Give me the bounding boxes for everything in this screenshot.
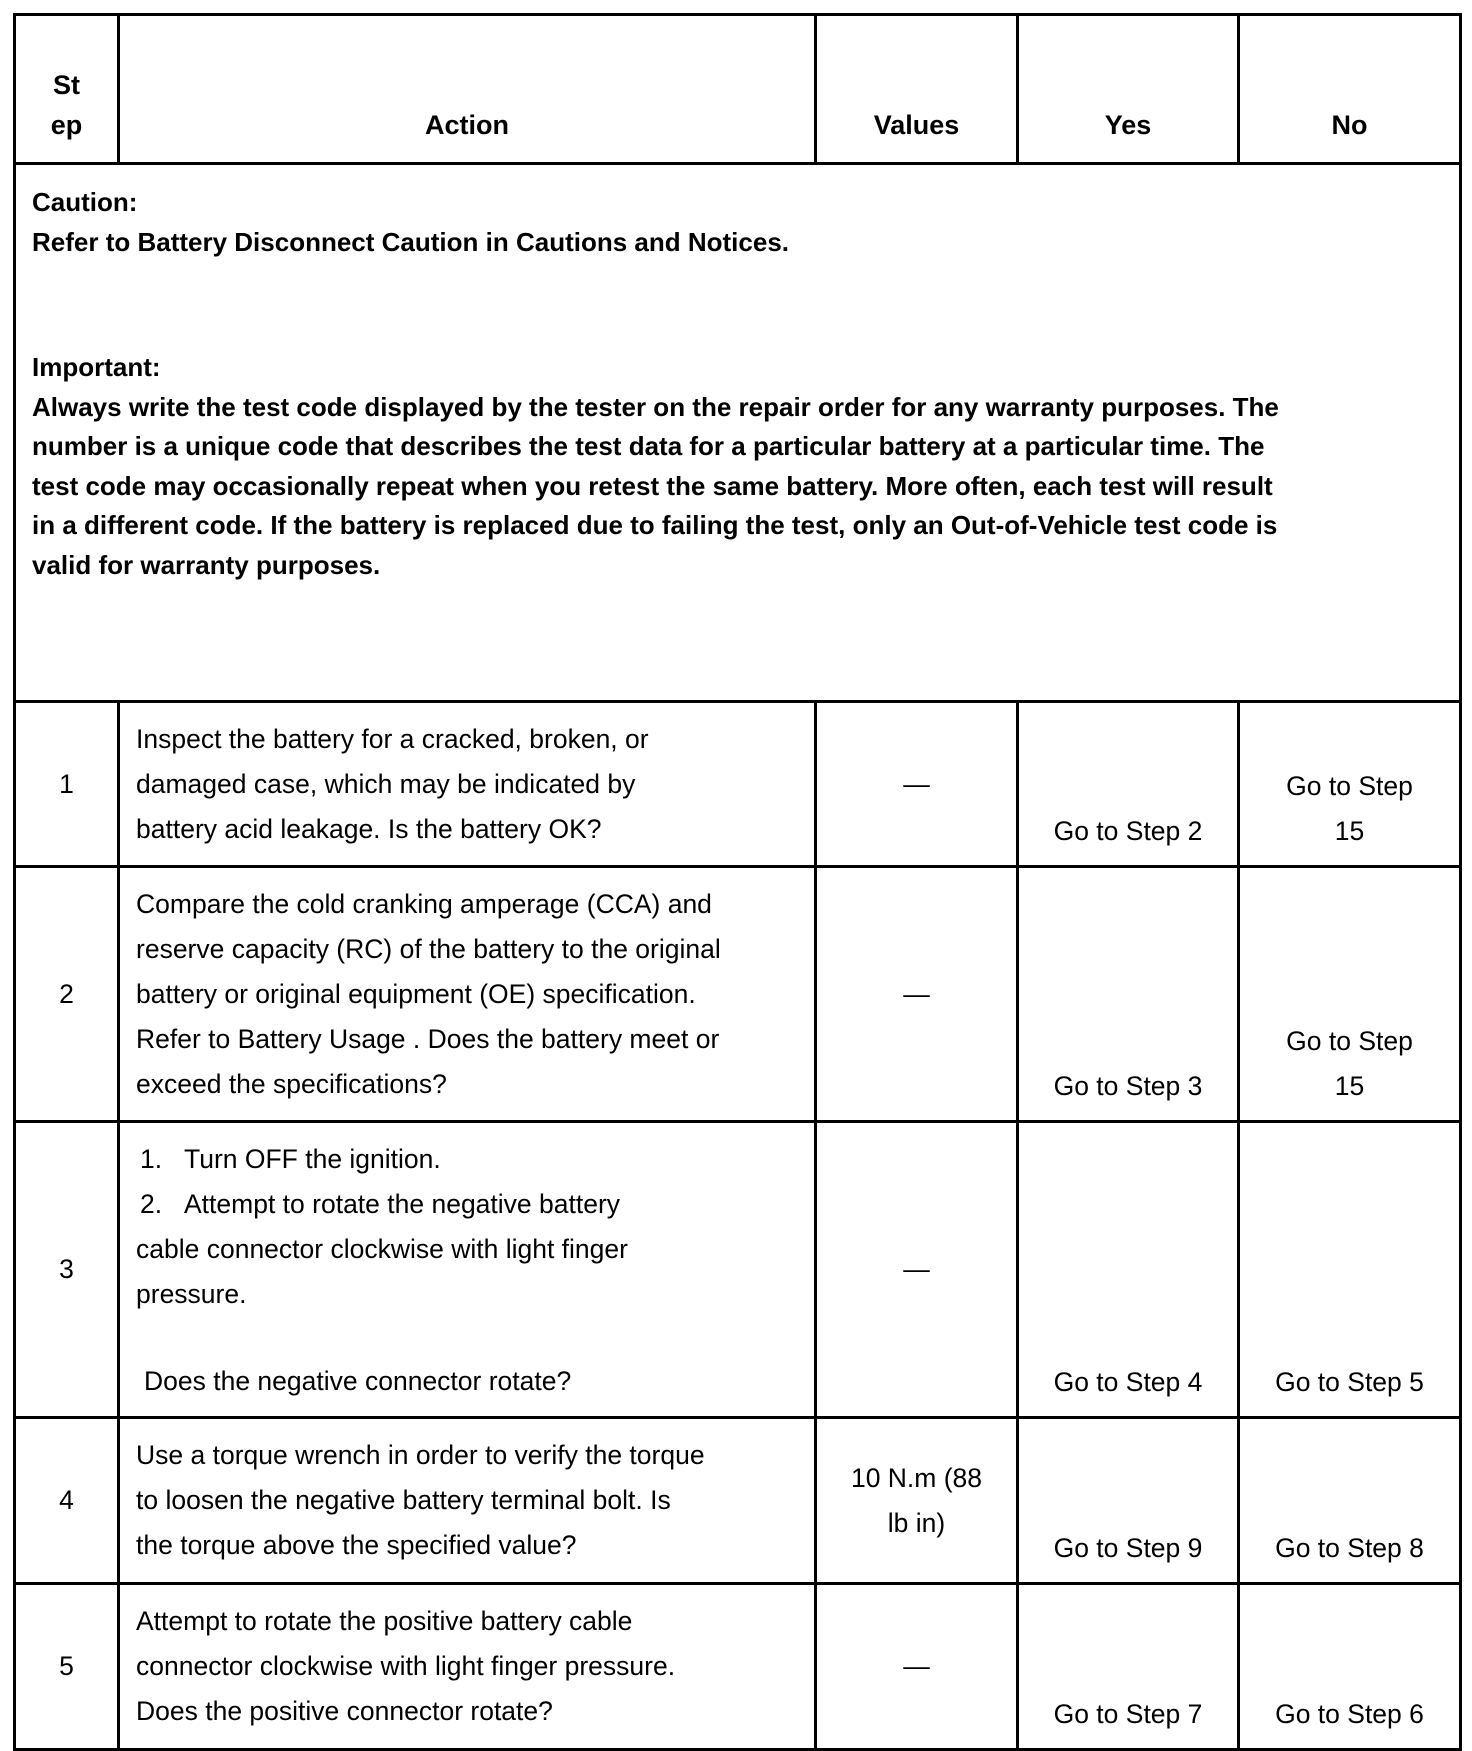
action-cell [119, 702, 816, 867]
values-line: 10 N.m (88 [850, 1462, 983, 1493]
action-line: Inspect the battery for a cracked, broken, or [136, 724, 649, 754]
yes-cell: Go to Step 7 [1018, 1584, 1239, 1750]
no-cell: Go to Step 8 [1239, 1418, 1461, 1584]
list-text: Turn OFF the ignition. [184, 1144, 441, 1174]
yes-cell: Go to Step 9 [1018, 1418, 1239, 1584]
action-line: pressure. [136, 1279, 247, 1309]
header-step-line2: ep [50, 110, 83, 140]
yes-cell: Go to Step 3 [1018, 867, 1239, 1122]
important-label: Important: [32, 352, 161, 382]
important-line: in a different code. If the battery is replaced due to failing the test, only an Out-of-Vehicle test code is [32, 510, 1278, 540]
action-line: Refer to Battery Usage . Does the battery meet or [136, 1024, 720, 1054]
action-line: Use a torque wrench in order to verify the torque [136, 1440, 705, 1470]
action-line: connector clockwise with light finger pressure. [136, 1651, 676, 1681]
header-row [15, 15, 1461, 164]
list-text: Attempt to rotate the negative battery [184, 1189, 621, 1219]
values-cell: — [816, 1122, 1018, 1418]
question-line: Does the negative connector rotate? [144, 1366, 572, 1396]
table-row [15, 1584, 1461, 1750]
no-line: 15 [1334, 1071, 1365, 1101]
no-cell [1239, 867, 1461, 1122]
important-line: test code may occasionally repeat when you retest the same battery. More often, each test will result [32, 470, 1273, 501]
action-line: reserve capacity (RC) of the battery to the original [136, 934, 721, 964]
notes-cell [15, 164, 1461, 702]
table-row [15, 1418, 1461, 1584]
list-item [136, 1182, 798, 1227]
values-line: lb in) [887, 1507, 946, 1538]
action-cell [119, 867, 816, 1122]
table-row [15, 1122, 1461, 1418]
no-line: 15 [1334, 816, 1365, 846]
important-line: Always write the test code displayed by the tester on the repair order for any warranty purposes. The [32, 391, 1279, 422]
action-line: to loosen the negative battery terminal bolt. Is [136, 1485, 671, 1515]
no-line: Go to Step [1286, 771, 1413, 801]
action-cell [119, 1584, 816, 1750]
important-line: number is a unique code that describes the test data for a particular battery at a particular time. The [32, 431, 1265, 461]
action-line: Does the positive connector rotate? [136, 1696, 553, 1726]
list-number: 1. [140, 1144, 163, 1174]
caution-label: Caution: [32, 187, 138, 217]
caution-text: Refer to Battery Disconnect Caution in Cautions and Notices. [32, 226, 789, 257]
action-line: the torque above the specified value? [136, 1530, 577, 1560]
action-line: cable connector clockwise with light finger [136, 1234, 628, 1264]
action-line: Compare the cold cranking amperage (CCA) and [136, 889, 712, 919]
list-number: 2. [140, 1189, 163, 1219]
action-line: battery acid leakage. Is the battery OK? [136, 814, 602, 844]
action-line: battery or original equipment (OE) specification. [136, 979, 696, 1009]
no-line: Go to Step [1286, 1026, 1413, 1056]
step-number: 1 [15, 702, 119, 867]
action-line: damaged case, which may be indicated by [136, 769, 636, 799]
table-row [15, 867, 1461, 1122]
values-cell: — [816, 1584, 1018, 1750]
step-number: 2 [15, 867, 119, 1122]
diagnostic-table [13, 13, 1462, 1751]
action-cell [119, 1122, 816, 1418]
header-values: Values [816, 15, 1018, 164]
notes-row [15, 164, 1461, 702]
values-cell: — [816, 867, 1018, 1122]
action-line: exceed the specifications? [136, 1069, 447, 1099]
list-item [136, 1137, 798, 1182]
header-step [15, 15, 119, 164]
no-cell: Go to Step 5 [1239, 1122, 1461, 1418]
action-line: Attempt to rotate the positive battery cable [136, 1606, 633, 1636]
table-row [15, 702, 1461, 867]
values-cell [816, 1418, 1018, 1584]
no-cell: Go to Step 6 [1239, 1584, 1461, 1750]
yes-cell: Go to Step 4 [1018, 1122, 1239, 1418]
step-number: 3 [15, 1122, 119, 1418]
header-action: Action [119, 15, 816, 164]
step-number: 5 [15, 1584, 119, 1750]
yes-cell: Go to Step 2 [1018, 702, 1239, 867]
action-cell [119, 1418, 816, 1584]
header-yes: Yes [1018, 15, 1239, 164]
step-number: 4 [15, 1418, 119, 1584]
no-cell [1239, 702, 1461, 867]
important-line: valid for warranty purposes. [32, 549, 381, 580]
header-step-line1: St [53, 70, 80, 100]
values-cell: — [816, 702, 1018, 867]
header-no: No [1239, 15, 1461, 164]
